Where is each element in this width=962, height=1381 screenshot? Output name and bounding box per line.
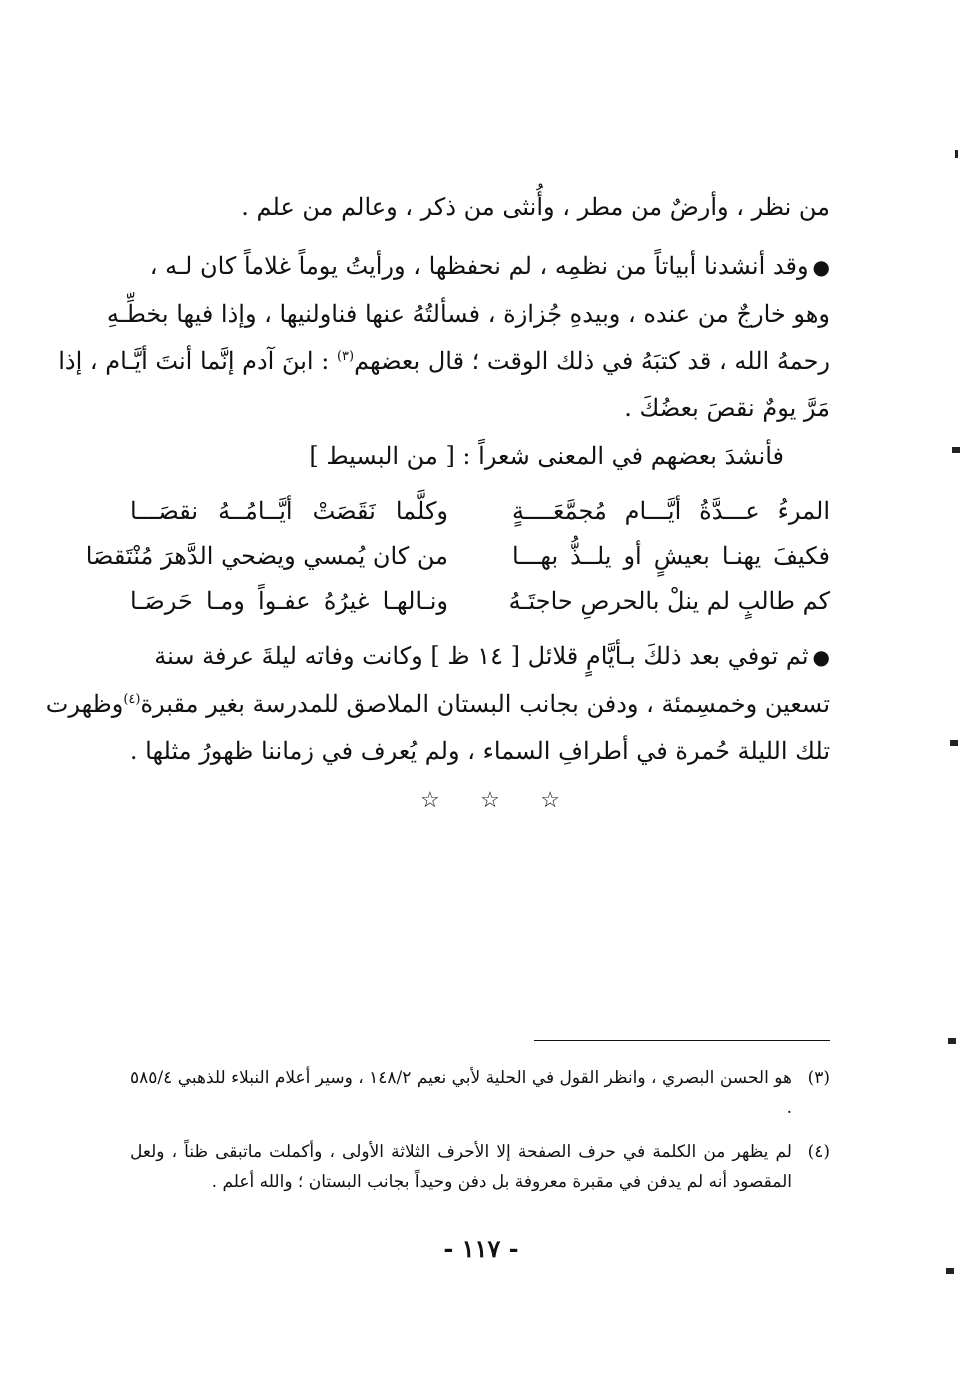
footnote-number: (٣) (807, 1068, 830, 1088)
scan-mark (946, 1268, 954, 1274)
text-line: تلك الليلة حُمرة في أطرافِ السماء ، ولم يُعرف في زماننا ظهورُ مثلها . (129, 737, 830, 765)
text-line: مَرَّ يومٌ نقصَ بعضُكَ . (624, 394, 830, 422)
star-icon: ☆ (480, 788, 500, 813)
footnote-number: (٤) (807, 1142, 830, 1162)
hemistich-first: كم طالبٍ لم ينلْ بالحرصِ حاجتَـهُ (508, 587, 830, 615)
footnote-text: هو الحسن البصري ، وانظر القول في الحلية لأبي نعيم ١٤٨/٢ ، وسير أعلام النبلاء للذهبي ٥٨٥/٤ . (130, 1068, 792, 1118)
paragraph-death (45, 633, 830, 775)
scan-mark (955, 150, 958, 158)
footnotes (130, 1063, 830, 1211)
hemistich-second: ونـالهـا غيرُهُ عفـواً ومـا حَرصَـا (130, 587, 448, 615)
hemistich-second: من كان يُمسي ويضحي الدَّهرَ مُنْتَقصَا (85, 542, 448, 570)
footnote-ref[interactable]: (٣) (336, 349, 355, 364)
bullet-icon: ● (812, 645, 830, 669)
footnote-ref[interactable]: (٤) (123, 692, 141, 707)
footnote-divider (534, 1040, 830, 1041)
text-line (45, 681, 830, 728)
text-line-content: وقد أنشدنا أبياتاً من نظمِه ، لم نحفظها ، ورأيتُ يوماً غلاماً كان لـه ، (149, 252, 809, 280)
text-line (130, 633, 830, 681)
poem (85, 489, 830, 624)
footnote (130, 1063, 830, 1123)
text-line: وهو خارجٌ من عنده ، وبيدهِ جُزازة ، فسألتُهُ عنها فناولنيها ، وإذا فيها بخطِّـهِ (106, 300, 830, 328)
section-separator (420, 788, 560, 813)
footnote-text: لم يظهر من الكلمة في حرف الصفحة إلا الأحرف الثلاثة الأولى ، وأكملت ماتبقى ظناً ، ولعل المقصود أنه لم يدفن في مقبرة معروفة بل دفن وحيداً بجانب البستان ؛ والله أعلم . (130, 1142, 792, 1192)
star-icon: ☆ (540, 788, 560, 813)
poem-intro (130, 433, 830, 480)
text-line-tail: : ابنَ آدم إنَّما أنتَ أيَّـام ، إذا (58, 347, 337, 375)
bullet-icon: ● (812, 255, 830, 279)
star-icon: ☆ (420, 788, 440, 813)
hemistich-second: وكلَّما نَقَصَتْ أيَّــامُــهُ نقصَـــا (130, 497, 448, 525)
text-line-content: ثم توفي بعد ذلكَ بـأيَّامٍ قلائل [ ١٤ ظ ] وكانت وفاته ليلةَ عرفة سنة (154, 642, 809, 670)
poem-verse (85, 534, 830, 579)
scan-mark (952, 447, 960, 453)
text-line-content: رحمهُ الله ، قد كتبَهُ في ذلك الوقت ؛ قال بعضهم (354, 347, 830, 375)
poem-verse (130, 579, 830, 624)
footnote (130, 1137, 830, 1197)
scan-mark (950, 740, 958, 746)
text-line-tail: وظهرت (45, 690, 124, 718)
text-line: من نظر ، وأرضٌ من مطر ، وأُنثى من ذكر ، وعالم من علم . (241, 193, 830, 221)
text-line (130, 243, 830, 291)
paragraph-poem-anecdote (58, 243, 830, 432)
paragraph-continuation (130, 184, 830, 231)
text-line: فأنشدَ بعضهم في المعنى شعراً : [ من البسيط ] (309, 442, 784, 470)
hemistich-first: فكيفَ يهنـا بعيشٍ أو يلــذُّ بهـــا (512, 542, 830, 570)
hemistich-first: المرءُ عـــدَّةُ أيَّـــام مُجمَّعَــــةٍ (512, 497, 830, 525)
text-line (58, 338, 830, 385)
poem-verse (130, 489, 830, 534)
text-line-content: تسعين وخمسِمئة ، ودفن بجانب البستان الملاصق للمدرسة بغير مقبرة (140, 690, 830, 718)
page-number: - ١١٧ - (443, 1234, 519, 1263)
scan-mark (948, 1038, 956, 1044)
